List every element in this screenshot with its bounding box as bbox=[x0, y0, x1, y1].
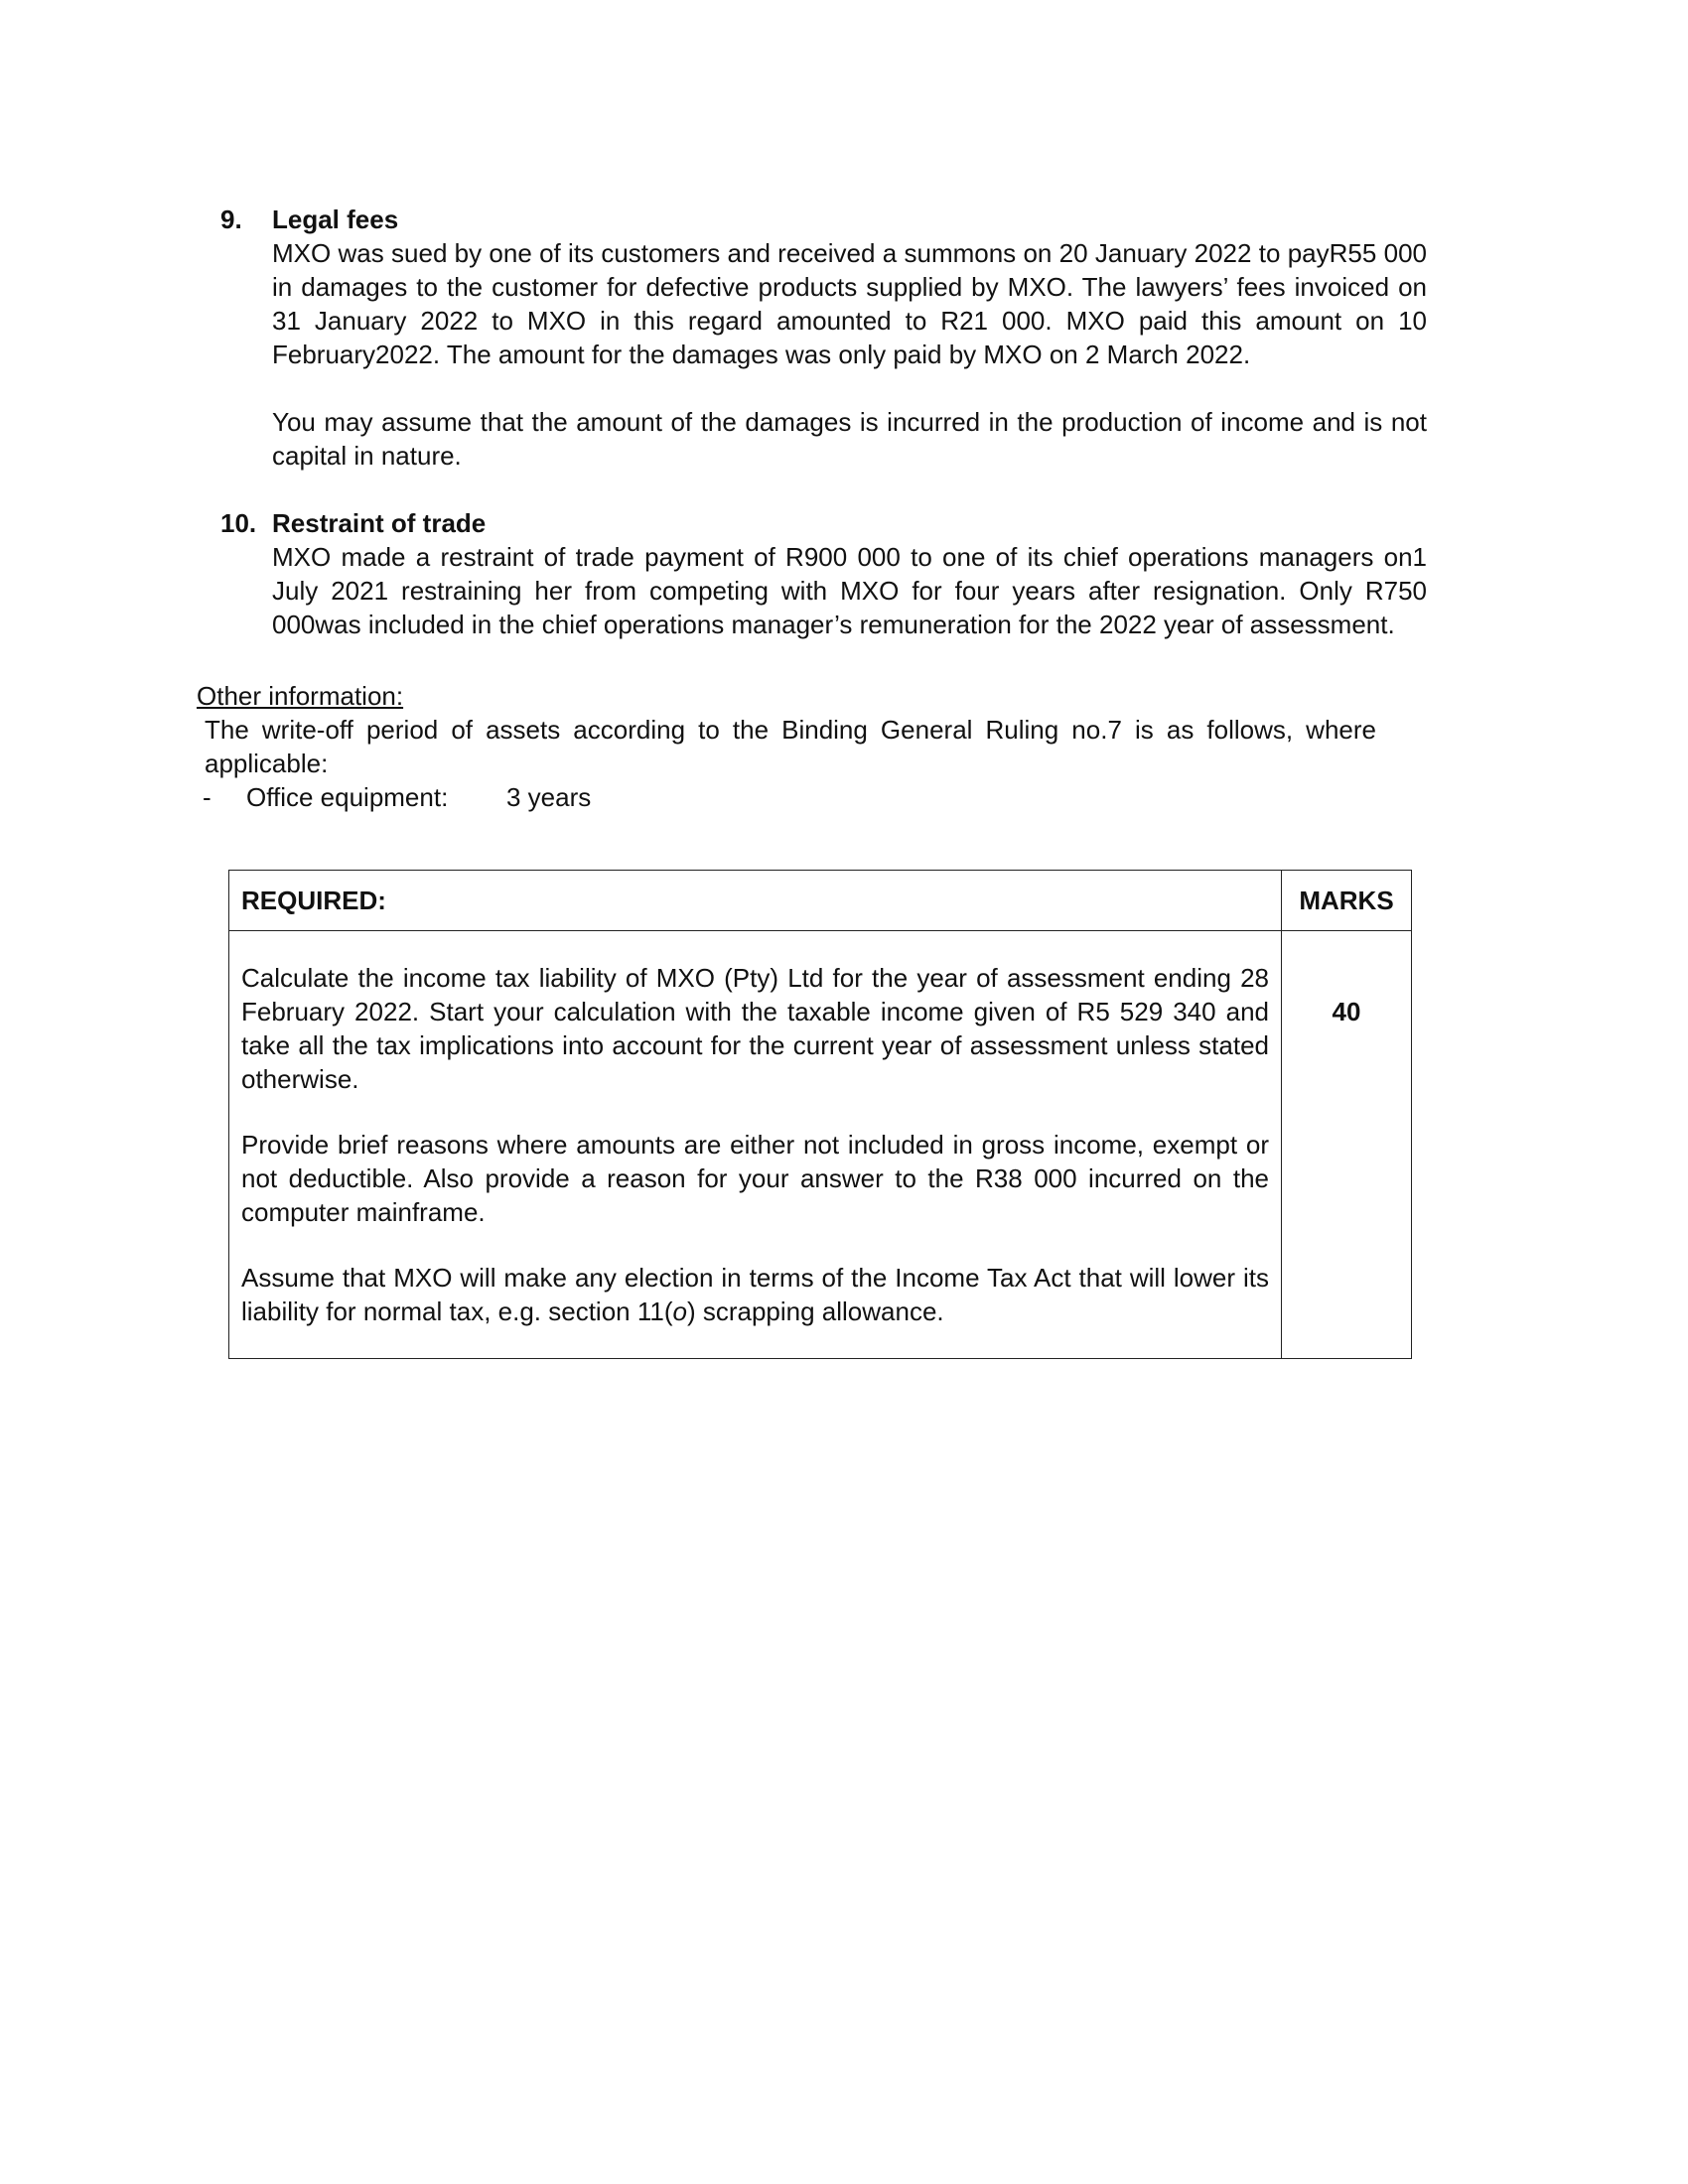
required-instructions bbox=[229, 931, 1282, 1359]
item-body bbox=[272, 540, 1427, 641]
other-information-text: The write-off period of assets according to the Binding General Ruling no.7 is as follows, where applicable: bbox=[205, 715, 1376, 778]
bullet-value: 3 years bbox=[506, 782, 592, 812]
instruction-paragraph bbox=[241, 1261, 1269, 1328]
paragraph: MXO made a restraint of trade payment of R900 000 to one of its chief operations managers on1 July 2021 restraining her from competing with MXO for four years after resignation. Only R750 000was included in the chief operations manager’s remuneration for the 2022 year of assessment. bbox=[272, 542, 1427, 639]
item-heading bbox=[220, 203, 1427, 236]
item-number: 9. bbox=[220, 205, 242, 234]
other-information-heading: Other information: bbox=[197, 681, 404, 711]
other-information bbox=[197, 679, 1388, 814]
marks-value: 40 bbox=[1282, 931, 1412, 1359]
item-legal-fees bbox=[220, 203, 1427, 473]
item-heading bbox=[220, 506, 1427, 540]
marks-heading: MARKS bbox=[1282, 871, 1412, 931]
instruction-paragraph: Provide brief reasons where amounts are either not included in gross income, exempt or not deductible. Also provide a reason for your answer to the R38 000 incurred on the computer mainframe. bbox=[241, 1130, 1269, 1227]
item-title: Restraint of trade bbox=[272, 508, 487, 538]
bullet-item bbox=[197, 780, 1388, 814]
required-table bbox=[228, 870, 1412, 1359]
paragraph: You may assume that the amount of the damages is incurred in the production of income and is not capital in nature. bbox=[272, 407, 1427, 471]
item-title: Legal fees bbox=[272, 205, 399, 234]
instruction-text: Assume that MXO will make any election in terms of the Income Tax Act that will lower its liability for normal tax, e.g. section 11( bbox=[241, 1263, 1269, 1326]
item-restraint-of-trade bbox=[220, 506, 1427, 641]
paragraph: MXO was sued by one of its customers and received a summons on 20 January 2022 to payR55 000 in damages to the customer for defective products supplied by MXO. The lawyers’ fees invoiced on 31 January 2022 to MXO in this regard amounted to R21 000. MXO paid this amount on 10 February2022. The amount for the damages was only paid by MXO on 2 March 2022. bbox=[272, 238, 1427, 369]
bullet-label: Office equipment: bbox=[246, 782, 449, 812]
item-body bbox=[272, 236, 1427, 473]
instruction-italic: o bbox=[672, 1297, 687, 1326]
required-heading: REQUIRED: bbox=[229, 871, 1282, 931]
required-body-row bbox=[229, 931, 1412, 1359]
bullet-dash: - bbox=[203, 782, 211, 812]
required-header-row bbox=[229, 871, 1412, 931]
item-number: 10. bbox=[220, 508, 257, 538]
instruction-paragraph: Calculate the income tax liability of MXO (Pty) Ltd for the year of assessment ending 28 February 2022. Start your calculation with the taxable income given of R5 529 340 and take all the tax implications into account for the current year of assessment unless stated otherwise. bbox=[241, 963, 1269, 1094]
instruction-text: ) scrapping allowance. bbox=[686, 1297, 944, 1326]
